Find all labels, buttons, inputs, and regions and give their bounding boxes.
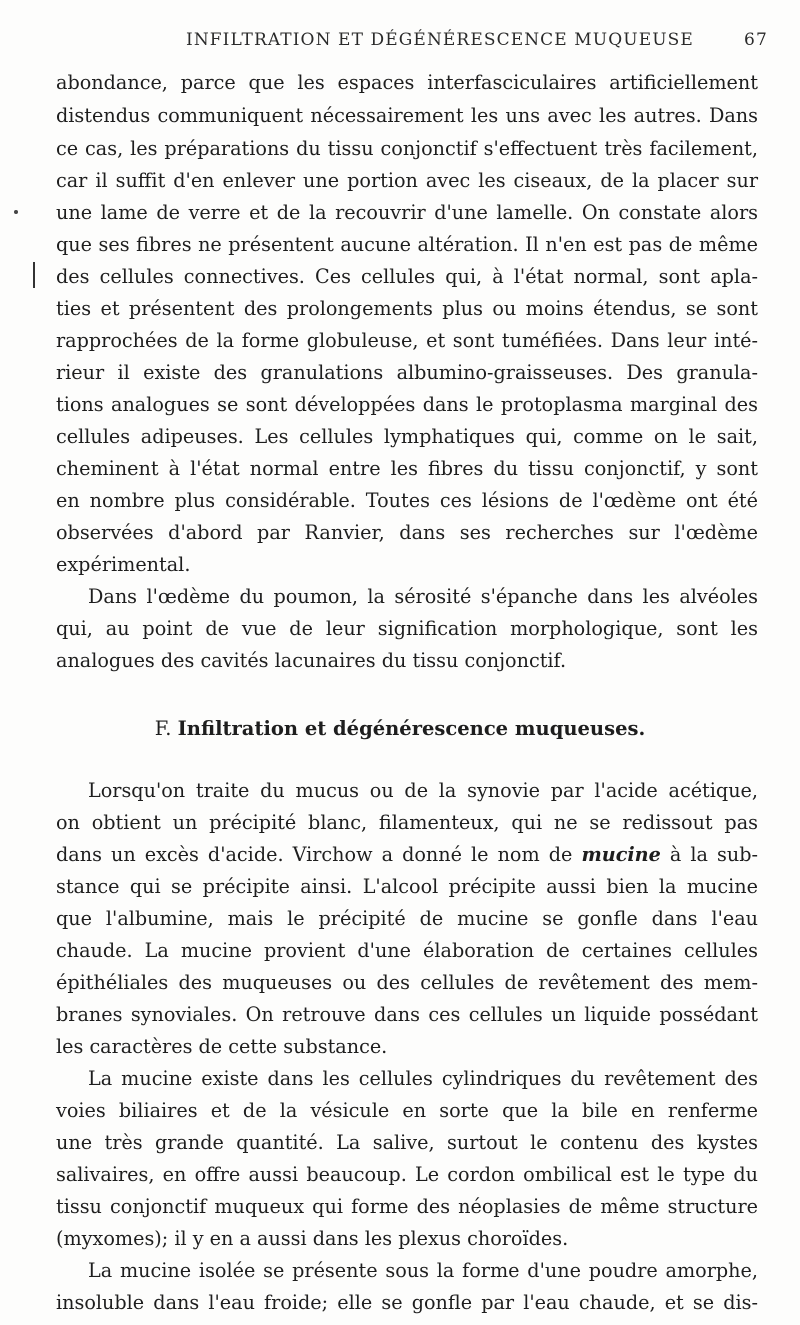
text-line: qui, au point de vue de leur signification morphologique, sont les (56, 617, 758, 640)
text-line: ties et présentent des prolongements plus ou moins étendus, se sont (56, 297, 758, 320)
text-line: Dans l'œdème du poumon, la sérosité s'épanche dans les alvéoles (88, 585, 758, 608)
text-line: voies biliaires et de la vésicule en sorte que la bile en renferme (56, 1099, 758, 1122)
text-line: on obtient un précipité blanc, filamenteux, qui ne se redissout pas (56, 811, 758, 834)
text-line: que l'albumine, mais le précipité de mucine se gonfle dans l'eau (56, 907, 758, 930)
text-line: insoluble dans l'eau froide; elle se gonfle par l'eau chaude, et se dis- (56, 1291, 758, 1314)
text-line: épithéliales des muqueuses ou des cellules de revêtement des mem- (56, 971, 758, 994)
text-line: branes synoviales. On retrouve dans ces cellules un liquide possédant (56, 1003, 758, 1026)
text-line: cheminent à l'état normal entre les fibres du tissu conjonctif, y sont (56, 457, 758, 480)
text-line: (myxomes); il y en a aussi dans les plexus choroïdes. (56, 1227, 569, 1250)
section-letter: F. (154, 717, 172, 740)
text-line: une lame de verre et de la recouvrir d'une lamelle. On constate alors (56, 201, 758, 224)
text-span: à la sub- (669, 843, 758, 866)
text-line: chaude. La mucine provient d'une élaboration de certaines cellules (56, 939, 758, 962)
text-line: abondance, parce que les espaces interfasciculaires artificiellement (56, 71, 758, 94)
text-line: des cellules connectives. Ces cellules qui, à l'état normal, sont apla- (56, 265, 758, 288)
section-heading (0, 714, 800, 744)
text-line: expérimental. (56, 553, 191, 576)
text-line: distendus communiquent nécessairement les uns avec les autres. Dans (56, 104, 758, 127)
term-mucine: mucine (581, 843, 661, 866)
text-span: dans un excès d'acide. Virchow a donné le nom de (56, 843, 573, 866)
text-line: stance qui se précipite ainsi. L'alcool précipite aussi bien la mucine (56, 875, 758, 898)
text-line: rieur il existe des granulations albumino-graisseuses. Des granula- (56, 361, 758, 384)
text-line: que ses fibres ne présentent aucune altération. Il n'en est pas de même (56, 233, 758, 256)
text-line: tions analogues se sont développées dans le protoplasma marginal des (56, 393, 758, 416)
text-line: tissu conjonctif muqueux qui forme des néoplasies de même structure (56, 1195, 758, 1218)
text-line (56, 838, 758, 871)
text-line: Lorsqu'on traite du mucus ou de la synovie par l'acide acétique, (88, 779, 758, 802)
text-line: La mucine isolée se présente sous la forme d'une poudre amorphe, (88, 1259, 758, 1282)
page-number: 67 (743, 30, 768, 50)
text-line: une très grande quantité. La salive, surtout le contenu des kystes (56, 1131, 758, 1154)
page-header (50, 30, 768, 56)
text-line: car il suffit d'en enlever une portion avec les ciseaux, de la placer sur (56, 169, 758, 192)
text-line: analogues des cavités lacunaires du tissu conjonctif. (56, 649, 567, 672)
text-line: les caractères de cette substance. (56, 1035, 388, 1058)
text-line: La mucine existe dans les cellules cylindriques du revêtement des (88, 1067, 758, 1090)
text-line: salivaires, en offre aussi beaucoup. Le cordon ombilical est le type du (56, 1163, 758, 1186)
margin-mark (33, 262, 35, 288)
section-title: Infiltration et dégénérescence muqueuses. (177, 717, 646, 740)
text-line: cellules adipeuses. Les cellules lymphatiques qui, comme on le sait, (56, 425, 758, 448)
text-line: observées d'abord par Ranvier, dans ses recherches sur l'œdème (56, 521, 758, 544)
text-line: ce cas, les préparations du tissu conjonctif s'effectuent très facilement, (56, 137, 758, 160)
margin-dot (14, 210, 18, 214)
text-line: en nombre plus considérable. Toutes ces lésions de l'œdème ont été (56, 489, 758, 512)
text-line: rapprochées de la forme globuleuse, et sont tuméfiées. Dans leur inté- (56, 329, 758, 352)
running-title: INFILTRATION ET DÉGÉNÉRESCENCE MUQUEUSE (186, 30, 694, 50)
